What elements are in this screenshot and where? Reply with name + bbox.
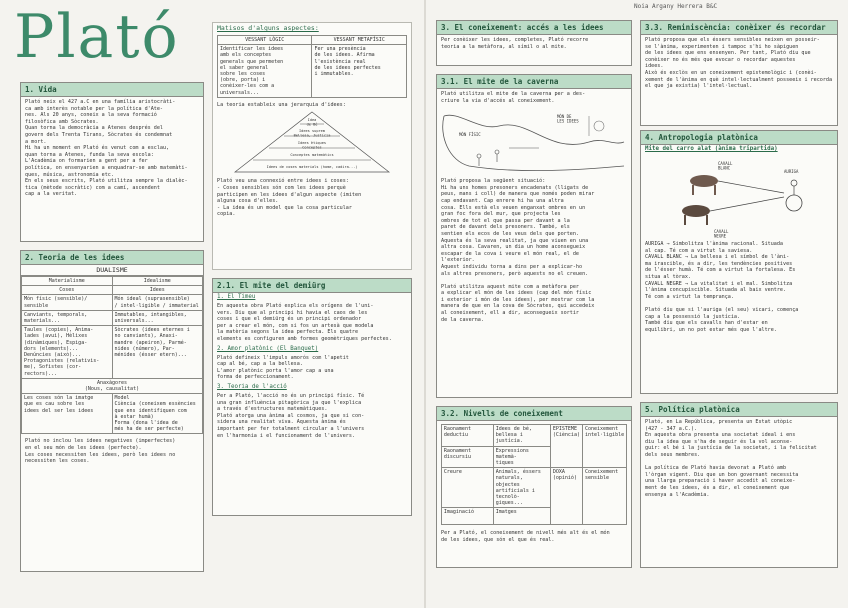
table-cell: Idees [112, 286, 203, 295]
page-title: Plató [14, 2, 180, 72]
episteme-cell: EPISTEME (Ciència) [550, 425, 582, 468]
amor-text: Plató defineix l'impuls amorós com l'apetit cap al bé, cap a la bellesa. L'amor platònic porta l'amor cap a una forma de perfeccionament. [217, 354, 349, 381]
author-name: Noia Argany Herrera B&C [634, 3, 718, 10]
table-cell: Món físic (sensible)/ sensible [22, 295, 113, 310]
matisos-section [212, 22, 412, 270]
pyramid-level-1: Idea de Bé [306, 118, 318, 127]
materialisme-header: Materialisme [22, 277, 113, 286]
table-cell: Coses [22, 286, 113, 295]
vida-heading: 1. Vida [21, 83, 203, 97]
doxa-cell: DOXA (opinió) [550, 468, 582, 525]
table-cell: Fer una presència de les idees. Afirma l'existència real de les idees perfectes i immutables. [312, 45, 407, 98]
accio-subheading: 3. Teoria de l'acció [217, 383, 287, 390]
timeu-text: En aquesta obra Plató explica els orígens de l'uni- vers. Diu que al principi hi havia el caos de les coses i que el demiürg és un principi ordenador per a crear el món, com si fos un artesà que modela la matèria segons la idea perfecta. Els quatre elements es configuren amb formes geomètriques perfectes. [217, 303, 392, 342]
jerarquia-text: La teoria estableix una jerarquia d'idees: [217, 101, 346, 108]
nivells-section [436, 406, 632, 568]
reminiscencia-heading: 3.3. Reminiscència: conèixer és recordar [641, 21, 837, 35]
table-cell: Creure [441, 468, 493, 508]
sensible-cell: Coneixement sensible [582, 468, 626, 525]
dualisme-table [21, 276, 203, 434]
table-row [22, 394, 203, 434]
idees-pyramid [217, 110, 407, 176]
table-row [217, 45, 406, 98]
vida-text: Plató neix el 427 a.C en una família aristocràti- ca amb interès notable per la política d'Ate- nes. Als 20 anys, coneix a la seva formació filosòfica amb Sòcrates. Quan torna la democràcia a Atenes després del govern dels Trenta Tirans, Sòcrates és condemnat a mort. Hi ha un moment en Plató és venut com a esclau, quan torna a Atenes, funda la seva escola: L'Acadèmia on formarien a gent per a fer política, on ensenyarien a enquadrar-se amb matemàti- ques, música, astronomia etc. En els seus escrits, Plató utilitza sempre la dialèc- tica (mètode socràtic) com a camí, ascendent cap a la veritat. [25, 99, 188, 198]
matisos-table [217, 35, 407, 98]
table-cell: Raonament deductiu [441, 425, 493, 447]
auriga-label: AURIGA [784, 169, 799, 174]
mon-fisic-label: MÓN FÍSIC [459, 132, 481, 138]
anaxagores-cell: Anaxàgores (Nous, causalitat) [22, 378, 203, 393]
idealisme-header: Idealisme [112, 277, 203, 286]
politica-heading: 5. Política platònica [641, 403, 837, 417]
nivells-table [441, 424, 627, 525]
page-fold [424, 0, 426, 608]
carro-alat-subheading: Mite del carro alat (ànima tripartida) [645, 146, 778, 152]
demiurg-heading: 2.1. El mite del demiürg [213, 279, 411, 293]
teoria-section [20, 250, 204, 572]
table-cell: Animals, éssers naturals, objectes artificials i tecnolò- giques... [493, 468, 550, 508]
carro-alat-illustration [644, 153, 834, 239]
table-cell: Identificar les idees amb els conceptes generals que permeten el saber general sobre les coses (obre, porta) i conèixer-les com a universals... [217, 45, 312, 98]
politica-text: Plató, en La República, presenta un Estat utòpic (427 - 347 a.C.). En aquesta obra presenta una societat ideal i ens diu la idea que s'ha de seguir és la vol aconse- guir: el bé i la justícia de la societat, i la felicitat dels seus membres. La política de Plató havia devorat a Plató amb l'òrgan vigent. Diu que un bon governant necessita una llarga preparació i haver accedit al coneixe- ment de les idees, és a dir, el coneixement que ensenya a l'Acadèmia. [645, 419, 817, 498]
table-row [217, 36, 406, 45]
vessant-metafisic-header: VESSANT METAFÍSIC [312, 36, 407, 45]
reminiscencia-section [640, 20, 838, 126]
teoria-footer: Plató no inclou les idees negatives (imperfectes) en el seu món de les idees (perfecte). Les coses necessiten les idees, però les idees no necessiten les coses. [25, 438, 176, 465]
antropologia-section [640, 130, 838, 394]
vessant-logic-header: VESSANT LÒGIC [217, 36, 312, 45]
table-cell: Canviants, temporals, materials... [22, 310, 113, 325]
nivells-heading: 3.2. Nivells de coneixement [437, 407, 631, 421]
table-cell: Les coses són la imatge que es cau sobre les idees del ser les idees [22, 394, 113, 434]
demiurg-section [212, 278, 412, 516]
teoria-heading: 2. Teoria de les idees [21, 251, 203, 265]
table-cell: Imatges [493, 508, 550, 525]
amor-subheading: 2. Amor platònic (El Banquet) [217, 345, 319, 352]
intelligible-cell: Coneixement intel·ligible [582, 425, 626, 468]
caverna-illustration [439, 106, 629, 176]
table-cell: Raonament discursiu [441, 446, 493, 468]
table-row [441, 468, 626, 508]
table-cell: Imaginació [441, 508, 493, 525]
timeu-subheading: 1. El Timeu [217, 294, 256, 300]
table-cell: Expressions matemà- tiques [493, 446, 550, 468]
table-row [22, 286, 203, 295]
pyramid-level-5: Idees de coses materials (home, cadira...) [266, 165, 358, 170]
matisos-heading: Matisos d'alguns aspectes: [217, 24, 319, 32]
table-row [22, 326, 203, 379]
cavall-blanc-label: CAVALL BLANC [718, 161, 733, 171]
table-cell: Sòcrates (idees eternes i no canviants), Anaxi- mandre (apeiron), Parmé- nides (número), Par- ménides (ésser etern)... [112, 326, 203, 379]
table-row [22, 378, 203, 393]
cavall-negre-label: CAVALL NEGRE [714, 229, 729, 239]
table-cell: Taules (copies), Anima- lades (avui), Hèlixes (dinàmiques), Espiga- dors (elements)... Denúncies (això)... Protagonistes (relativis- me), Sofistes (cor- rectors)... [22, 326, 113, 379]
dualisme-heading: DUALISME [21, 265, 203, 276]
coneixement-text: Per conèixer les idees, completes, Plató recorre teoria a la metàfora, al símil o al mite. [441, 37, 589, 50]
pyramid-level-4: Conceptes matemàtics [290, 153, 334, 158]
table-cell: Immutables, intangibles, universals... [112, 310, 203, 325]
pyramid-level-3: Idees ètiques Conceptes [297, 141, 327, 150]
table-row [22, 310, 203, 325]
antropologia-text: AURIGA → Simbolitza l'ànima racional. Situada al cap. Té com a virtut la saviesa. CAVALL BLANC → La bellesa i el símbol de l'àni- ma irascible, és a dir, les tendències positives de l'ésser humà. Té com a virtut la fortalesa. Es situa al tòrax. CAVALL NEGRE → La vitalitat i el mal. Simbolitza l'ànima concupiscible. Situada al baix ventre. Té com a virtut la temprança. Plató diu que si l'auriga (el seu) vicari, comença cap a la possessió la justícia. També diu que els cavalls han d'estar en equilibri, un no pot estar més que l'altre. [645, 241, 799, 333]
table-cell: Món ideal (suprasensible) / intel·ligible / immaterial [112, 295, 203, 310]
table-cell: Idees de bé, bellesa i justícia. [493, 425, 550, 447]
coneixement-heading: 3. El coneixement: accés a les idees [437, 21, 631, 35]
table-row [22, 277, 203, 286]
coneixement-section [436, 20, 632, 66]
caverna-section [436, 74, 632, 398]
accio-text: Per a Plató, l'acció no és un principi físic. Té una gran influència pitagòrica ja que l'explica a través d'estructures matemàtiques. Plató atorga una ànima al cosmos, ja que si con- sidera una realitat viva. Aquesta ànima és important per fer totalment circular a l'univers en l'harmonia i el funcionament de l'univers. [217, 392, 365, 439]
vida-section [20, 82, 204, 242]
table-row [441, 425, 626, 447]
caverna-intro: Plató utilitza el mite de la caverna per a des- criure la via d'accés al coneixement. [441, 91, 586, 104]
antropologia-heading: 4. Antropologia platònica [641, 131, 837, 145]
matisos-text: Plató veu una connexió entre idees i coses: - Coses sensibles són com les idees perquè participen en les idees d'algun aspecte (imiten alguna cosa d'elles. - La idea és un model que la cosa particular copia. [217, 178, 362, 218]
caverna-text: Plató proposa la següent situació: Hi ha uns homes presoners encadenats (lligats de peus, mans i coll) de manera que només poden mirar cap endavant. Cap enrere hi ha una altra cosa. Ells està els veuen enganxat ombres en un gran foc fora del mur, que projecta les ombres de tot el que passa per davant a la paret de davant dels presoners. També, els sentien els ecos de les veus dels que porten. Aquesta és la seva realitat, ja que viuen en una altra cosa. Cavaren, un dia un home aconsegueix escapar de la cova i veure el món real, el de l'exterior. Aquest individu torna a dins per a explicar-ho als altres presoners, però aquests no el creuen. Plató utilitza aquest mite com a metàfora per a explicar el món de les idees (cap del món físic i exterior i món de les idees), per mostrar com la manera de que en la cova de Sòcrates, qui accedeix al coneixement, ell a dir, aconsegueix sortir de la caverna. [441, 178, 595, 323]
reminiscencia-text: Plató proposa que els éssers sensibles neixen en posseir- se l'ànima, experimenten i tampoc s'hi ho sàpiguen de les idees que ens ensenyen. Per tant, Plató diu que conèixer no és més que evocar o recordar aquestes idees. Això és exclòs en un coneixement epistemològic i (conèi- xement de l'ànima en què intel·lectualment posseeix i recorda el que ja existia) l'intel·lectual. [645, 37, 833, 90]
nivells-footer: Per a Plató, el coneixement de nivell més alt és el món de les idees, que són el que és real. [441, 530, 610, 544]
table-row [22, 295, 203, 310]
politica-section [640, 402, 838, 568]
caverna-heading: 3.1. El mite de la caverna [437, 75, 631, 89]
mon-idees-label: MÓN DE LES IDEES [557, 114, 579, 124]
table-cell: Model Ciència (coneixem essències que ens identifiquen com à estar humà) Forma (dona l'idea de més ha de ser perfecte) [112, 394, 203, 434]
pyramid-level-2: Idees suprem Bellesa, Justícia [293, 129, 331, 138]
